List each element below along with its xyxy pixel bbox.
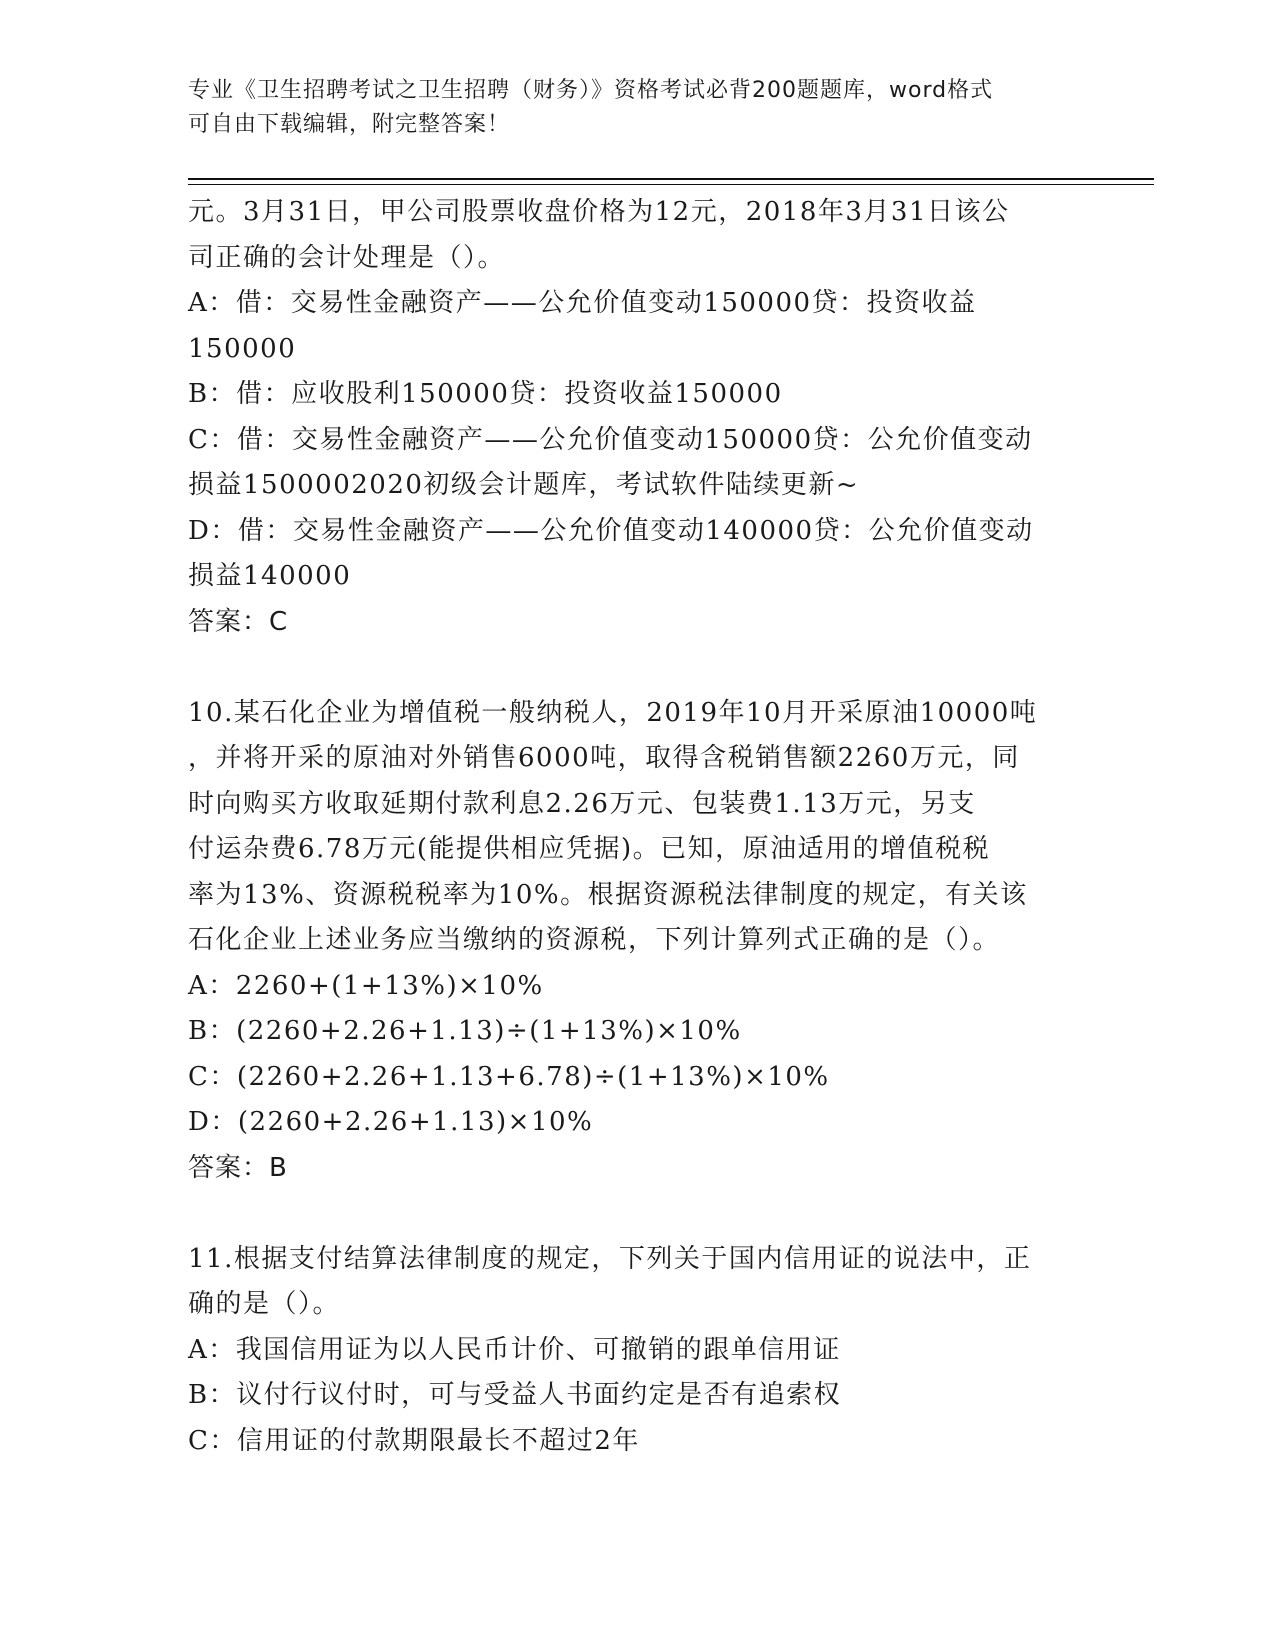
question-spacer [188,645,1088,691]
question-stem-line: 付运杂费6.78万元(能提供相应凭据)。已知，原油适用的增值税税 [188,834,991,864]
header-title-line-2: 可自由下载编辑，附完整答案！ [188,112,511,137]
question-stem-line: 石化企业上述业务应当缴纳的资源税，下列计算列式正确的是（）。 [188,925,1001,955]
option-d-line: 损益140000 [188,561,352,591]
question-spacer [188,1191,1088,1237]
option-d-line: D：借：交易性金融资产——公允价值变动140000贷：公允价值变动 [188,515,1034,546]
question-stem-line: ，并将开采的原油对外销售6000吨，取得含税销售额2260万元，同 [188,743,1020,773]
answer-line: 答案：C [188,606,289,637]
option-a-line: A：我国信用证为以人民币计价、可撤销的跟单信用证 [188,1334,841,1365]
option-a-line: A：2260+(1+13%)×10% [188,970,544,1001]
option-d-line: D：(2260+2.26+1.13)×10% [188,1107,594,1137]
question-stem-line: 11.根据支付结算法律制度的规定，下列关于国内信用证的说法中，正 [188,1243,1032,1274]
option-b-line: B：借：应收股利150000贷：投资收益150000 [188,379,783,409]
option-a-line: A：借：交易性金融资产——公允价值变动150000贷：投资收益 [188,288,977,318]
option-b-line: B：议付行议付时，可与受益人书面约定是否有追索权 [188,1380,842,1410]
header-divider-thick [188,178,1154,180]
document-body [188,190,1088,1464]
question-stem-line: 元。3月31日，甲公司股票收盘价格为12元，2018年3月31日该公 [188,197,1010,227]
answer-line: 答案：B [188,1152,288,1183]
option-c-line: C：(2260+2.26+1.13+6.78)÷(1+13%)×10% [188,1061,830,1092]
question-stem-line: 10.某石化企业为增值税一般纳税人，2019年10月开采原油10000吨 [188,697,1038,728]
question-stem-line: 率为13%、资源税税率为10%。根据资源税法律制度的规定，有关该 [188,879,1028,910]
option-c-line: C：信用证的付款期限最长不超过2年 [188,1425,640,1456]
option-a-line: 150000 [188,333,297,364]
question-9 [188,190,1088,645]
page-header [188,74,1088,142]
question-stem-line: 司正确的会计处理是（）。 [188,242,506,273]
question-10 [188,691,1088,1192]
option-b-line: B：(2260+2.26+1.13)÷(1+13%)×10% [188,1016,742,1046]
question-11 [188,1237,1088,1465]
question-stem-line: 时向购买方收取延期付款利息2.26万元、包装费1.13万元，另支 [188,788,976,819]
question-stem-line: 确的是（）。 [188,1289,341,1319]
option-c-line: C：借：交易性金融资产——公允价值变动150000贷：公允价值变动 [188,424,1033,455]
option-c-line: 损益1500002020初级会计题库，考试软件陆续更新~ [188,470,860,500]
header-divider-thin [188,184,1154,185]
header-title-line-1: 专业《卫生招聘考试之卫生招聘（财务）》资格考试必背200题题库，word格式 [188,78,994,103]
